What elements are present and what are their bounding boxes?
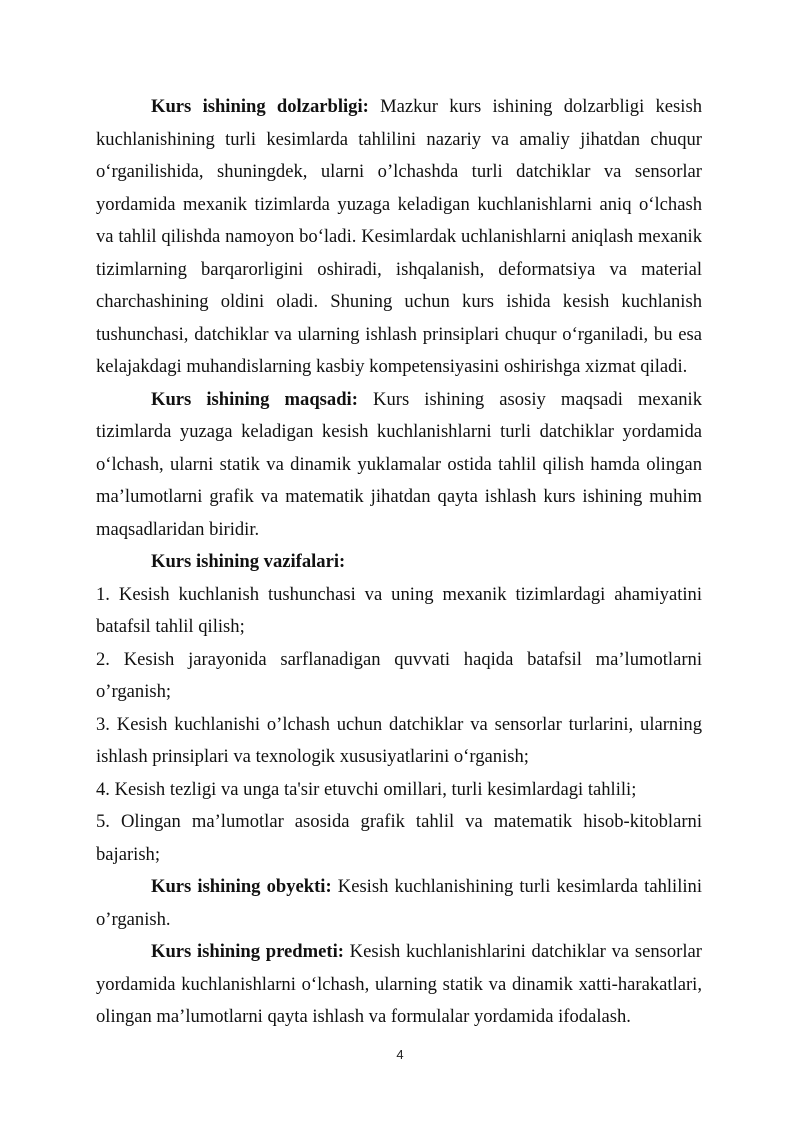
tasks-heading: Kurs ishining vazifalari: [151,551,346,572]
relevance-paragraph [96,91,702,384]
task-item: 3. Kesish kuchlanishi o’lchash uchun datchiklar va sensorlar turlarini, ularning ishlash prinsiplari va texnologik xususiyatlarini o‘rganish; [96,713,702,767]
object-text: Kesish kuchlanishining turli kesimlarda tahlilini o’rganish. [96,876,702,930]
subject-paragraph [96,936,702,1034]
task-item: 5. Olingan ma’lumotlar asosida grafik tahlil va matematik hisob-kitoblarni bajarish; [96,811,702,865]
relevance-heading: Kurs ishining dolzarbligi: [151,96,369,117]
task-item: 4. Kesish tezligi va unga ta'sir etuvchi omillari, turli kesimlardagi tahlili; [96,778,637,800]
goal-paragraph [96,384,702,547]
goal-heading: Kurs ishining maqsadi: [151,388,358,410]
page-content [96,91,702,1034]
relevance-text: Mazkur kurs ishining dolzarbligi kesish kuchlanishining turli kesimlarda tahlilini nazariy va amaliy jihatdan chuqur o‘rganilishida, shuningdek, ularni o’lchashda turli datchiklar va sensorlar yordamida mexanik tizimlarda yuzaga keladigan kuchlanishlarni aniq o‘lchash va tahlil qilishda namoyon bo‘ladi. Kesimlardak uchlanishlarni aniqlash mexanik tizimlarning barqarorligini oshiradi, ishqalanish, deformatsiya va material charchashining oldini oladi. Shuning uchun kurs ishida kesish kuchlanish tushunchasi, datchiklar va ularning ishlash prinsiplari chuqur o‘rganiladi, bu esa kelajakdagi muhandislarning kasbiy kompetensiyasini oshirishga xizmat qiladi. [96,96,702,377]
object-heading: Kurs ishining obyekti: [151,876,332,897]
task-item: 2. Kesish jarayonida sarflanadigan quvvati haqida batafsil ma’lumotlarni o’rganish; [96,648,702,702]
object-paragraph [96,871,702,936]
subject-heading: Kurs ishining predmeti: [151,941,344,962]
tasks-heading-paragraph [96,546,702,579]
subject-text: Kesish kuchlanishlarini datchiklar va sensorlar yordamida kuchlanishlarni o‘lchash, ularning statik va dinamik xatti-harakatlari, olingan ma’lumotlarni qayta ishlash va formulalar yordamida ifodalash. [96,941,702,1027]
page-number: 4 [396,1047,404,1062]
goal-text: Kurs ishining asosiy maqsadi mexanik tizimlarda yuzaga keladigan kesish kuchlanishlarni turli datchiklar yordamida o‘lchash, ularni statik va dinamik yuklamalar ostida tahlil qilish hamda olingan ma’lumotlarni grafik va matematik jihatdan qayta ishlash kurs ishining muhim maqsadlaridan biridir. [96,388,702,540]
task-item: 1. Kesish kuchlanish tushunchasi va uning mexanik tizimlardagi ahamiyatini batafsil tahlil qilish; [96,583,702,637]
